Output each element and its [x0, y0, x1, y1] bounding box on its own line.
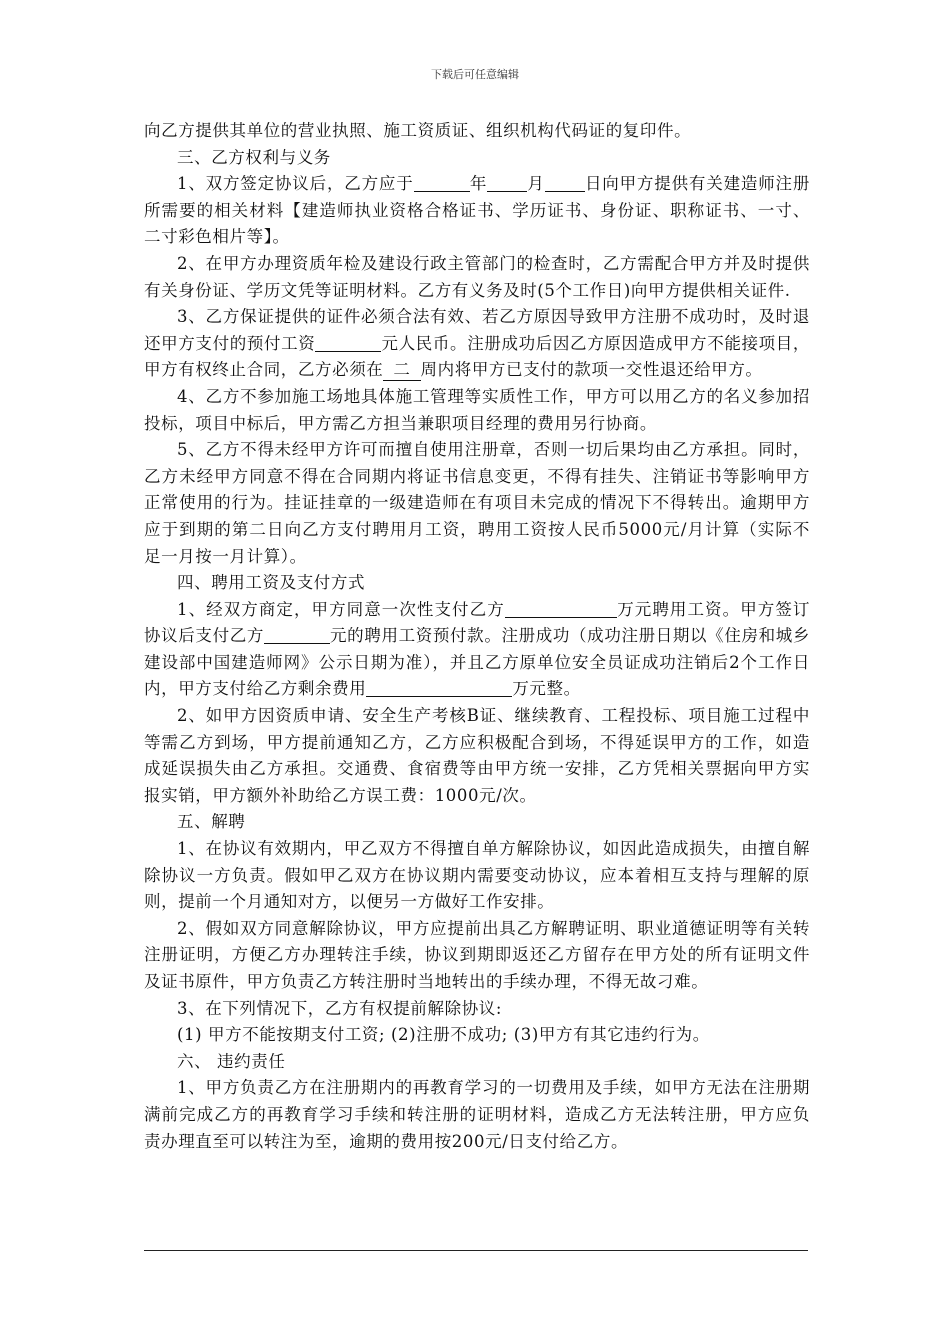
clause-4-2: 2、如甲方因资质申请、安全生产考核B证、继续教育、工程投标、项目施工过程中等需乙方到场，甲方提前通知乙方，乙方应积极配合到场，不得延误甲方的工作，如造成延误损失由乙方承担。交通费、食宿费等由甲方统一安排，乙方凭相关票据向甲方实报实销，甲方额外补助给乙方误工费：1000元/次。 — [144, 706, 810, 805]
section-heading-3: 三、乙方权利与义务 — [177, 147, 331, 167]
clause-3-5: 5、乙方不得未经甲方许可而擅自使用注册章，否则一切后果均由乙方承担。同时，乙方未经甲方同意不得在合同期内将证书信息变更，不得有挂失、注销证书等影响甲方正常使用的行为。挂证挂章的一级建造师在有项目未完成的情况下不得转出。逾期甲方应于到期的第二日向乙方支付聘用月工资，聘用工资按人民币5000元/月计算（实际不足一月按一月计算）。 — [144, 440, 810, 566]
clause-text: 1、双方签定协议后，乙方应于 — [177, 174, 414, 194]
clause-text: 万元整。 — [512, 679, 581, 699]
paragraph-continued: 向乙方提供其单位的营业执照、施工资质证、组织机构代码证的复印件。 — [144, 121, 692, 140]
section-heading-4: 四、聘用工资及支付方式 — [177, 573, 366, 593]
section-heading-6: 六、 违约责任 — [177, 1051, 286, 1071]
clause-3-2: 2、在甲方办理资质年检及建设行政主管部门的检查时，乙方需配合甲方并及时提供有关身份证、学历文凭等证明材料。乙方有义务及时(5个工作日)向甲方提供相关证件. — [144, 253, 810, 300]
header-note: 下载后可任意编辑 — [431, 68, 519, 81]
blank-day — [545, 173, 585, 192]
clause-5-3: 3、在下列情况下，乙方有权提前解除协议: — [177, 998, 503, 1018]
filled-weeks: 二 — [383, 360, 420, 381]
blank-advance-payment — [264, 625, 330, 644]
clause-4-1 — [144, 597, 810, 703]
clause-text: 周内将甲方已支付的款项一交性退还给甲方。 — [420, 360, 763, 380]
clause-3-1 — [144, 171, 810, 251]
clause-text: 元的聘用工资预付款。注册成功（成功注册日期以《住房和城乡建设部中国建造师网》公示日期为准），并且乙方原单位安全员证成功注销后2个工作日内，甲方支付给乙方剩余费用 — [144, 626, 810, 699]
section-heading-5: 五、解聘 — [177, 812, 246, 832]
blank-year — [414, 173, 470, 192]
clause-5-1: 1、在协议有效期内，甲乙双方不得擅自单方解除协议，如因此造成损失，由擅自解除协议一方负责。假如甲乙双方在协议期内需要变动协议，应本着相互支持与理解的原则，提前一个月通知对方，以便另一方做好工作安排。 — [144, 839, 810, 912]
blank-prepaid-amount — [315, 333, 381, 352]
clause-text: 月 — [527, 174, 545, 194]
clause-text: 万元聘用工资。甲方签订协议后支付乙方 — [144, 599, 810, 646]
clause-text: 3、乙方保证提供的证件必须合法有效、若乙方原因导致甲方注册不成功时，及时退还甲方支付的预付工资 — [144, 307, 810, 353]
clause-text: 1、经双方商定，甲方同意一次性支付乙方 — [177, 599, 505, 619]
clause-text: 日向甲方提供有关建造师注册所需要的相关材料【建造师执业资格合格证书、学历证书、身份证、职称证书、一寸、二寸彩色相片等】。 — [144, 174, 810, 247]
blank-remaining-fee — [366, 678, 512, 697]
document-body — [144, 118, 810, 1155]
clause-text: 元人民币。注册成功后因乙方原因造成甲方不能接项目，甲方有权终止合同，乙方必须在 — [144, 333, 811, 380]
clause-3-4: 4、乙方不参加施工场地具体施工管理等实质性工作，甲方可以用乙方的名义参加招投标，项目中标后，甲方需乙方担当兼职项目经理的费用另行协商。 — [144, 386, 810, 433]
blank-month — [487, 173, 527, 192]
clause-5-2: 2、假如双方同意解除协议，甲方应提前出具乙方解聘证明、职业道德证明等有关转注册证明，方便乙方办理转注手续，协议到期即返还乙方留存在甲方处的所有证明文件及证书原件，甲方负责乙方转注册时当地转出的手续办理，不得无故刁难。 — [144, 918, 810, 991]
footer-rule — [144, 1250, 808, 1251]
blank-total-salary — [505, 599, 617, 618]
clause-5-3-list: (1) 甲方不能按期支付工资; (2)注册不成功; (3)甲方有其它违约行为。 — [177, 1025, 710, 1045]
clause-6-1: 1、甲方负责乙方在注册期内的再教育学习的一切费用及手续，如甲方无法在注册期满前完成乙方的再教育学习手续和转注册的证明材料，造成乙方无法转注册，甲方应负责办理直至可以转注为至，逾期的费用按200元/日支付给乙方。 — [144, 1078, 810, 1151]
clause-text: 年 — [469, 174, 488, 194]
clause-3-3 — [144, 304, 810, 384]
